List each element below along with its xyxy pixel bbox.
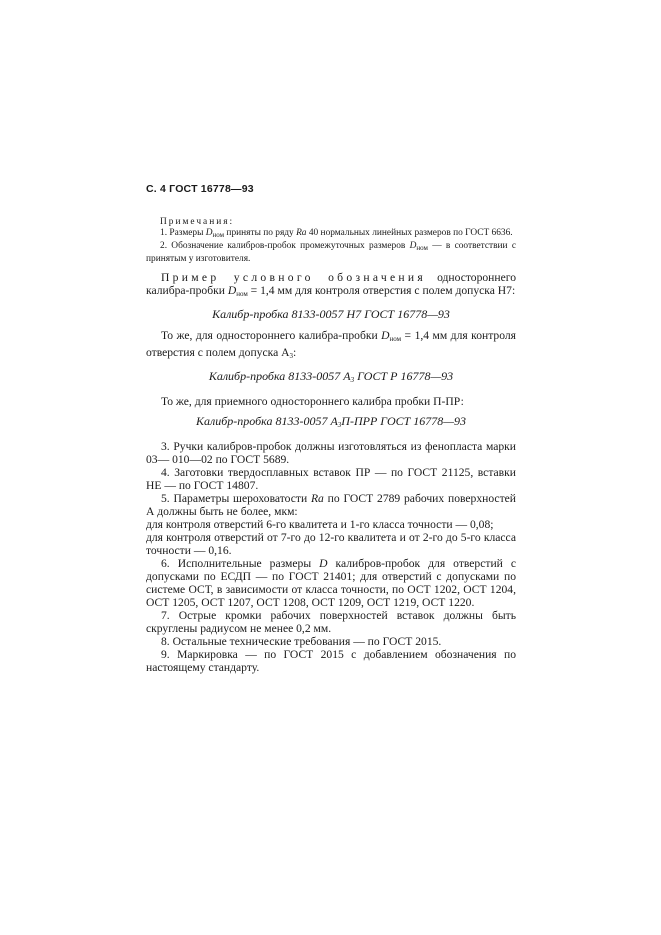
paragraph-5: 5. Параметры шероховатости Ra по ГОСТ 2789 рабочих поверхностей А должны быть не более, мкм: — [146, 492, 516, 518]
paragraph-7: 7. Острые кромки рабочих поверхностей вставок должны быть скруглены радиусом не менее 0,2 мм. — [146, 609, 516, 635]
page-header: С. 4 ГОСТ 16778—93 — [146, 183, 254, 195]
designation-3: Калибр-пробка 8133-0057 $А_3П$-ПРР ГОСТ 16778—93 — [196, 414, 466, 429]
same-as-1: То же, для одностороннего калибра-пробки $D_{ном} = 1,4$ мм для контроля отверстия с полем допуска $А_3$: — [146, 329, 516, 360]
paragraph-8: 8. Остальные технические требования — по ГОСТ 2015. — [161, 635, 442, 648]
designation-1: Калибр-пробка 8133-0057 Н7 ГОСТ 16778—93 — [212, 307, 450, 321]
paragraph-5-item-1: для контроля отверстий 6-го квалитета и 1-го класса точности — 0,08; — [146, 518, 494, 531]
notes-block — [146, 217, 516, 265]
paragraph-6: 6. Исполнительные размеры D калибров-пробок для отверстий с допусками по ЕСДП — по ГОСТ 21401; для отверстий с допусками по системе ОСТ, в зависимости от класса точности, по ОСТ 1202, ОСТ 1204, ОСТ 1205, ОСТ 1207, ОСТ 1208, ОСТ 1209, ОСТ 1219, ОСТ 1220. — [146, 557, 516, 609]
same-as-2: То же, для приемного одностороннего калибра пробки П-ПР: — [161, 395, 464, 408]
notes-title: Примечания: — [160, 217, 235, 227]
paragraph-5-item-2: для контроля отверстий от 7-го до 12-го квалитета и от 2-го до 5-го класса точности — 0,16. — [146, 531, 516, 557]
example-paragraph: Пример условного обозначения одностороннего калибра-пробки $D_{ном} = 1,4$ мм для контроля отверстия с полем допуска Н7: — [146, 271, 516, 298]
document-page — [146, 183, 516, 674]
body-text — [146, 271, 516, 674]
paragraph-3: 3. Ручки калибров-пробок должны изготовляться из фенопласта марки 03— 010—02 по ГОСТ 5689. — [146, 440, 516, 466]
paragraph-4: 4. Заготовки твердосплавных вставок ПР — по ГОСТ 21125, вставки НЕ — по ГОСТ 14807. — [146, 466, 516, 492]
note-1: 1. Размеры $D_{ном}$ приняты по ряду Ra 40 нормальных линейных размеров по ГОСТ 6636. — [160, 228, 513, 239]
paragraph-9: 9. Маркировка — по ГОСТ 2015 с добавлением обозначения по настоящему стандарту. — [146, 648, 516, 674]
designation-2: Калибр-пробка 8133-0057 $А_3$ ГОСТ Р 16778—93 — [208, 369, 454, 384]
note-2: 2. Обозначение калибров-пробок промежуточных размеров $D_{ном}$ — в соответствии с принятым у изготовителя. — [146, 241, 516, 264]
